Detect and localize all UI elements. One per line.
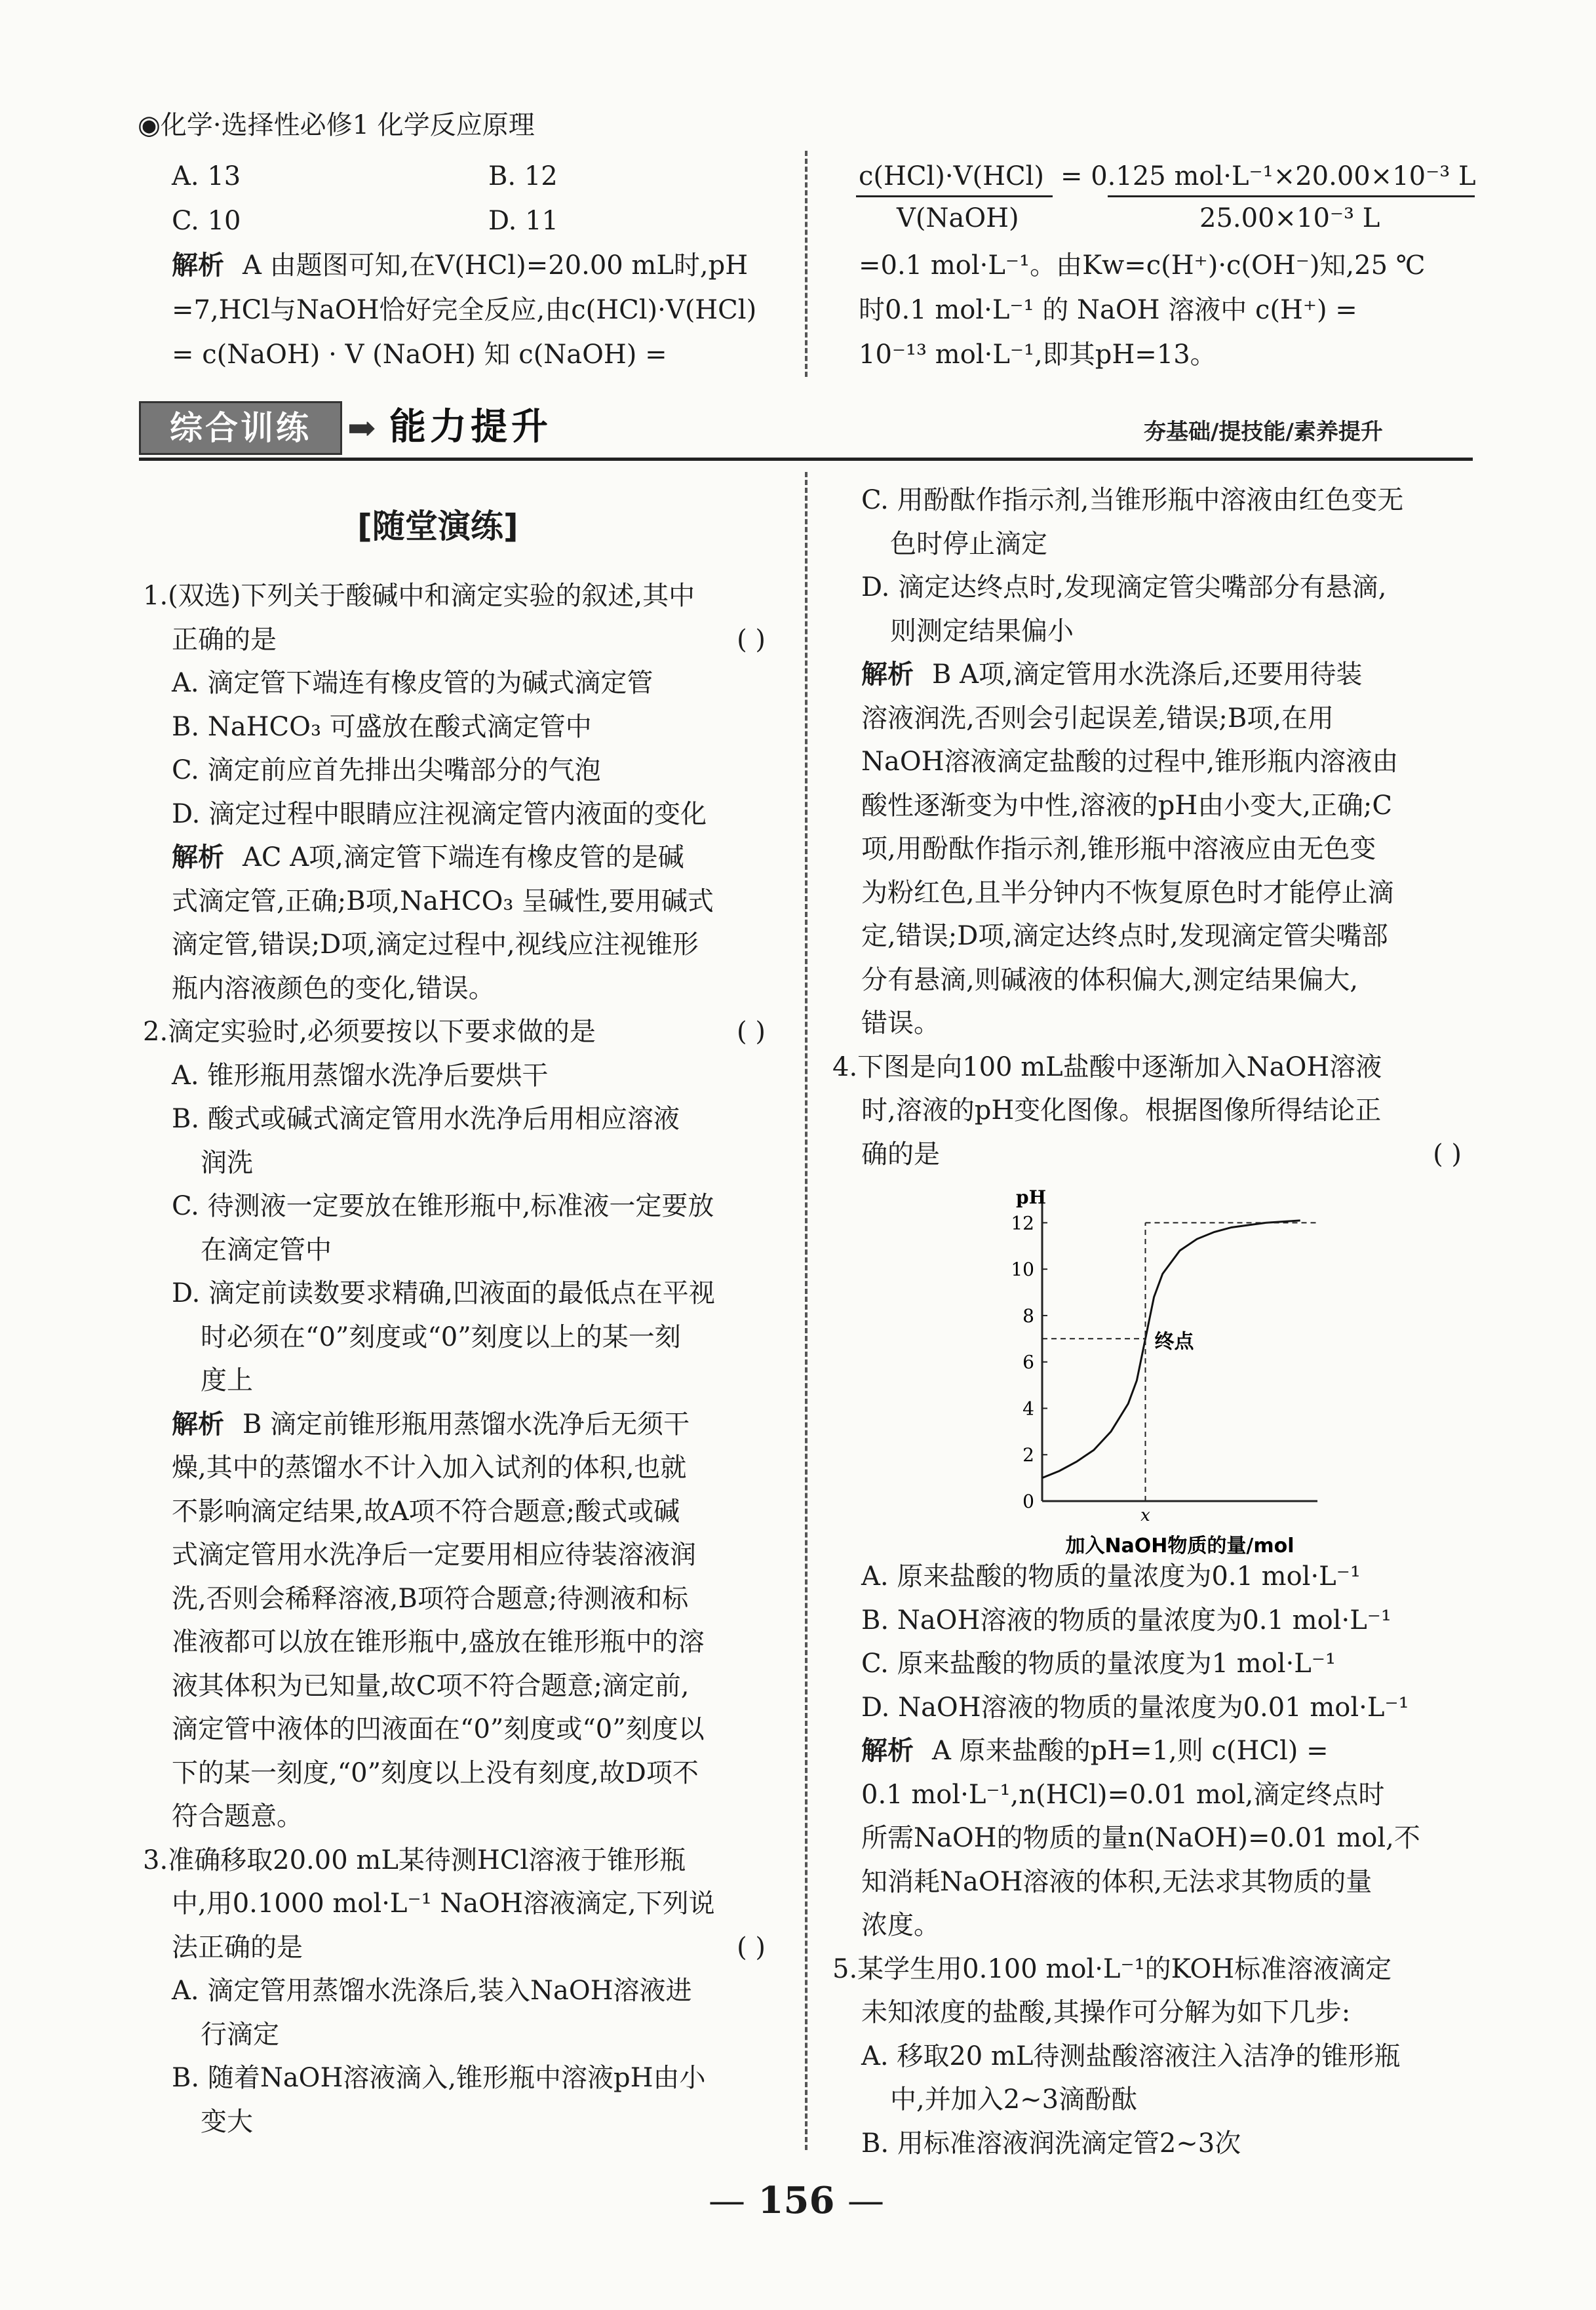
text-line: [143, 1969, 779, 2013]
line-text: B. NaOH溶液的物质的量浓度为0.1 mol·L⁻¹: [861, 1605, 1392, 1635]
line-text: D. NaOH溶液的物质的量浓度为0.01 mol·L⁻¹: [861, 1692, 1409, 1723]
y-tick-label: 4: [1022, 1398, 1034, 1420]
text-line: [832, 653, 1475, 697]
line-text: B 滴定前锥形瓶用蒸馏水洗净后无须干: [243, 1409, 690, 1439]
text-line: [832, 1046, 1475, 1089]
line-text: B. 随着NaOH溶液滴入,锥形瓶中溶液pH由小: [172, 2063, 706, 2093]
line-text: 所需NaOH的物质的量n(NaOH)=0.01 mol,不: [861, 1823, 1420, 1853]
text-line: [143, 2013, 779, 2057]
line-text: A. 滴定管下端连有橡皮管的为碱式滴定管: [172, 668, 653, 698]
line-text: AC A项,滴定管下端连有橡皮管的是碱: [243, 842, 684, 872]
line-text: C. 滴定前应首先排出尖嘴部分的气泡: [172, 755, 601, 785]
analysis-line: =7,HCl与NaOH恰好完全反应,由c(HCl)·V(HCl): [172, 295, 757, 325]
text-line: [832, 1773, 1475, 1817]
section-banner-left: [139, 401, 342, 455]
line-text: 确的是: [861, 1139, 940, 1169]
line-text: 下的某一刻度,“0”刻度以上没有刻度,故D项不: [172, 1757, 699, 1788]
section-banner-left-text: 综合训练: [170, 409, 311, 447]
column-divider: [805, 472, 808, 2150]
line-text: 浓度。: [861, 1910, 940, 1940]
text-line: [832, 914, 1475, 958]
text-line: [832, 1948, 1475, 1991]
line-text: 时必须在“0”刻度或“0”刻度以上的某一刻: [201, 1321, 681, 1352]
text-line: [832, 2078, 1475, 2122]
line-text: C. 用酚酞作指示剂,当锥形瓶中溶液由红色变无: [861, 485, 1404, 515]
text-line: [832, 740, 1475, 784]
y-tick-label: 2: [1022, 1444, 1034, 1466]
answer-bracket: ( ): [737, 624, 766, 655]
analysis-label: 解析: [861, 659, 914, 690]
text-line: [143, 1577, 779, 1621]
line-text: 中,并加入2~3滴酚酞: [890, 2085, 1138, 2115]
text-line: [832, 1860, 1475, 1904]
line-text: 1.(双选)下列关于酸碱中和滴定实验的叙述,其中: [143, 581, 695, 611]
line-text: 4.下图是向100 mL盐酸中逐渐加入NaOH溶液: [832, 1051, 1382, 1082]
text-line: [143, 1926, 779, 1970]
line-text: D. 滴定达终点时,发现滴定管尖嘴部分有悬滴,: [861, 572, 1387, 602]
y-tick-label: 10: [1011, 1259, 1034, 1281]
line-text: 分有悬滴,则碱液的体积偏大,测定结果偏大,: [861, 964, 1359, 995]
line-text: D. 滴定过程中眼睛应注视滴定管内液面的变化: [172, 798, 707, 829]
text-line: [143, 1620, 779, 1664]
text-line: [143, 967, 779, 1011]
text-line: [832, 1686, 1475, 1730]
answer-bracket: ( ): [1433, 1139, 1462, 1169]
text-line: [832, 1002, 1475, 1046]
text-line: [143, 1272, 779, 1316]
line-text: 项,用酚酞作指示剂,锥形瓶中溶液应由无色变: [861, 834, 1376, 864]
x-tick-label: x: [1140, 1506, 1150, 1525]
formula-numerator-left: c(HCl)·V(HCl): [859, 161, 1044, 191]
line-text: 知消耗NaOH溶液的体积,无法求其物质的量: [861, 1866, 1372, 1897]
formula-numerator-right: = 0.125 mol·L⁻¹×20.00×10⁻³ L: [1061, 161, 1476, 191]
line-text: 符合题意。: [172, 1801, 303, 1831]
line-text: 行滴定: [201, 2019, 279, 2050]
line-text: 3.准确移取20.00 mL某待测HCl溶液于锥形瓶: [143, 1845, 686, 1875]
line-text: B. NaHCO₃ 可盛放在酸式滴定管中: [172, 711, 592, 742]
line-text: 滴定管中液体的凹液面在“0”刻度或“0”刻度以: [172, 1714, 705, 1744]
subheading: [随堂演练]: [357, 507, 518, 545]
line-text: 润洗: [201, 1147, 253, 1178]
analysis-label: 解析: [172, 1409, 224, 1439]
line-text: 0.1 mol·L⁻¹,n(HCl)=0.01 mol,滴定终点时: [861, 1779, 1385, 1810]
text-line: [143, 793, 779, 836]
y-axis-label: pH: [1016, 1186, 1047, 1208]
right-column-bottom: [832, 1555, 1475, 2165]
text-line: [832, 1555, 1475, 1599]
analysis-line: = c(NaOH) · V (NaOH) 知 c(NaOH) =: [172, 340, 667, 370]
text-line: [143, 1097, 779, 1141]
y-tick-label: 6: [1022, 1351, 1034, 1373]
right-column-top: [832, 479, 1475, 1176]
line-text: 正确的是: [172, 624, 277, 655]
line-text: B A项,滴定管用水洗涤后,还要用待装: [932, 659, 1363, 690]
text-line: [832, 610, 1475, 654]
line-text: 法正确的是: [172, 1932, 303, 1963]
line-text: A. 滴定管用蒸馏水洗涤后,装入NaOH溶液进: [172, 1976, 692, 2006]
section-rule: [139, 458, 1473, 461]
text-line: [832, 1991, 1475, 2035]
answer-bracket: ( ): [737, 1932, 766, 1963]
analysis-line: [172, 244, 748, 287]
option-b: B. 12: [488, 161, 558, 191]
text-line: [832, 1599, 1475, 1643]
line-text: A 原来盐酸的pH=1,则 c(HCl) =: [932, 1736, 1329, 1766]
line-text: B. 酸式或碱式滴定管用水洗净后用相应溶液: [172, 1104, 680, 1134]
arrow-icon: ➡: [347, 409, 376, 448]
formula-denominator-left: V(NaOH): [897, 203, 1019, 233]
text-line: [832, 1089, 1475, 1133]
text-line: [832, 784, 1475, 828]
ph-chart: [1003, 1180, 1331, 1560]
line-text: 则测定结果偏小: [890, 616, 1074, 646]
option-a: A. 13: [172, 161, 241, 191]
y-tick-label: 0: [1022, 1491, 1034, 1512]
analysis-line: =0.1 mol·L⁻¹。由Kw=c(H⁺)·c(OH⁻)知,25 ℃: [859, 250, 1426, 281]
text-line: [143, 1839, 779, 1883]
line-text: NaOH溶液滴定盐酸的过程中,锥形瓶内溶液由: [861, 747, 1399, 777]
line-text: 时,溶液的pH变化图像。根据图像所得结论正: [861, 1095, 1382, 1126]
line-text: 错误。: [861, 1008, 940, 1038]
text-line: [832, 1642, 1475, 1686]
line-text: 瓶内溶液颜色的变化,错误。: [172, 973, 495, 1004]
x-axis-label: 加入NaOH物质的量/mol: [1065, 1535, 1294, 1557]
line-text: 式滴定管,正确;B项,NaHCO₃ 呈碱性,要用碱式: [172, 886, 714, 916]
text-line: [143, 1316, 779, 1360]
text-line: [143, 574, 779, 618]
text-line: [832, 827, 1475, 871]
line-text: 在滴定管中: [201, 1234, 332, 1265]
section-tagline: 夯基础/提技能/素养提升: [1144, 419, 1383, 445]
text-line: [143, 1403, 779, 1447]
line-text: 准液都可以放在锥形瓶中,盛放在锥形瓶中的溶: [172, 1627, 705, 1657]
text-line: [832, 479, 1475, 522]
left-column: [143, 574, 779, 2144]
text-line: [832, 2122, 1475, 2166]
text-line: [832, 958, 1475, 1002]
text-line: [143, 2056, 779, 2100]
line-text: A. 锥形瓶用蒸馏水洗净后要烘干: [172, 1060, 549, 1091]
page-number: 156: [758, 2179, 835, 2222]
text-line: [143, 1708, 779, 1752]
line-text: 燥,其中的蒸馏水不计入加入试剂的体积,也就: [172, 1453, 687, 1483]
line-text: C. 原来盐酸的物质的量浓度为1 mol·L⁻¹: [861, 1649, 1336, 1679]
line-text: 中,用0.1000 mol·L⁻¹ NaOH溶液滴定,下列说: [172, 1889, 715, 1919]
line-text: 度上: [201, 1365, 253, 1396]
analysis-line: 10⁻¹³ mol·L⁻¹,即其pH=13。: [859, 340, 1216, 370]
line-text: 为粉红色,且半分钟内不恢复原色时才能停止滴: [861, 877, 1394, 908]
option-d: D. 11: [488, 206, 558, 236]
text-line: [143, 923, 779, 967]
text-line: [143, 1141, 779, 1185]
text-line: [143, 1490, 779, 1534]
line-text: 色时停止滴定: [890, 528, 1047, 559]
line-text: 变大: [201, 2106, 253, 2137]
line-text: A. 移取20 mL待测盐酸溶液注入洁净的锥形瓶: [861, 2041, 1401, 2071]
text-line: [832, 1729, 1475, 1773]
line-text: 定,错误;D项,滴定达终点时,发现滴定管尖嘴部: [861, 921, 1388, 951]
analysis-text: A 由题图可知,在V(HCl)=20.00 mL时,pH: [243, 250, 749, 281]
text-line: [143, 1228, 779, 1272]
text-line: [143, 1533, 779, 1577]
line-text: 不影响滴定结果,故A项不符合题意;酸式或碱: [172, 1496, 680, 1527]
text-line: [143, 2100, 779, 2144]
text-line: 2.滴定实验时,必须要按以下要求做的是 ( ): [143, 1017, 766, 1047]
text-line: [143, 880, 779, 924]
analysis-label: 解析: [861, 1736, 914, 1766]
text-line: [143, 705, 779, 749]
text-line: [143, 1752, 779, 1795]
text-line: [143, 618, 779, 662]
line-text: 洗,否则会稀释溶液,B项符合题意;待测液和标: [172, 1583, 689, 1614]
line-text: 溶液润洗,否则会引起误差,错误;B项,在用: [861, 703, 1334, 734]
text-line: [832, 871, 1475, 915]
text-line: [832, 1133, 1475, 1177]
text-line: [143, 749, 779, 793]
line-text: 5.某学生用0.100 mol·L⁻¹的KOH标准溶液滴定: [832, 1953, 1392, 1984]
line-text: 未知浓度的盐酸,其操作可分解为如下几步:: [861, 1997, 1351, 2027]
text-line: [832, 1816, 1475, 1860]
text-line: [143, 1664, 779, 1708]
text-line: [832, 2035, 1475, 2079]
endpoint-label: 终点: [1154, 1330, 1194, 1354]
text-line: [143, 1184, 779, 1228]
analysis-line: 时0.1 mol·L⁻¹ 的 NaOH 溶液中 c(H⁺) =: [859, 295, 1357, 325]
column-divider: [805, 151, 808, 377]
text-line: [143, 1795, 779, 1839]
text-line: [143, 836, 779, 880]
text-line: [832, 697, 1475, 741]
text-line: [143, 1359, 779, 1403]
text-line: [143, 661, 779, 705]
y-tick-label: 8: [1022, 1304, 1034, 1327]
y-tick-label: 12: [1011, 1212, 1034, 1234]
analysis-label: 解析: [172, 842, 224, 872]
line-text: 滴定管,错误;D项,滴定过程中,视线应注视锥形: [172, 930, 699, 960]
text-line: [832, 1904, 1475, 1948]
formula-denominator-right: 25.00×10⁻³ L: [1199, 203, 1380, 233]
line-text: B. 用标准溶液润洗滴定管2~3次: [861, 2128, 1241, 2159]
line-text: D. 滴定前读数要求精确,凹液面的最低点在平视: [172, 1278, 715, 1308]
analysis-label: 解析: [172, 250, 224, 281]
text-line: [143, 1054, 779, 1098]
text-line: [143, 1882, 779, 1926]
line-text: C. 待测液一定要放在锥形瓶中,标准液一定要放: [172, 1191, 714, 1221]
text-line: [143, 1446, 779, 1490]
text-line: [832, 566, 1475, 610]
line-text: 2.滴定实验时,必须要按以下要求做的是: [143, 1017, 596, 1047]
line-text: 式滴定管用水洗净后一定要用相应待装溶液润: [172, 1540, 696, 1570]
option-c: C. 10: [172, 206, 241, 236]
text-line: [832, 522, 1475, 566]
line-text: 酸性逐渐变为中性,溶液的pH由小变大,正确;C: [861, 790, 1392, 821]
section-banner-right: 能力提升: [389, 406, 552, 448]
book-title: ◉化学·选择性必修1 化学反应原理: [138, 110, 535, 140]
line-text: 液其体积为已知量,故C项不符合题意;滴定前,: [172, 1670, 690, 1701]
page-number-line: — 156 —: [709, 2179, 884, 2222]
line-text: A. 原来盐酸的物质的量浓度为0.1 mol·L⁻¹: [861, 1561, 1361, 1592]
